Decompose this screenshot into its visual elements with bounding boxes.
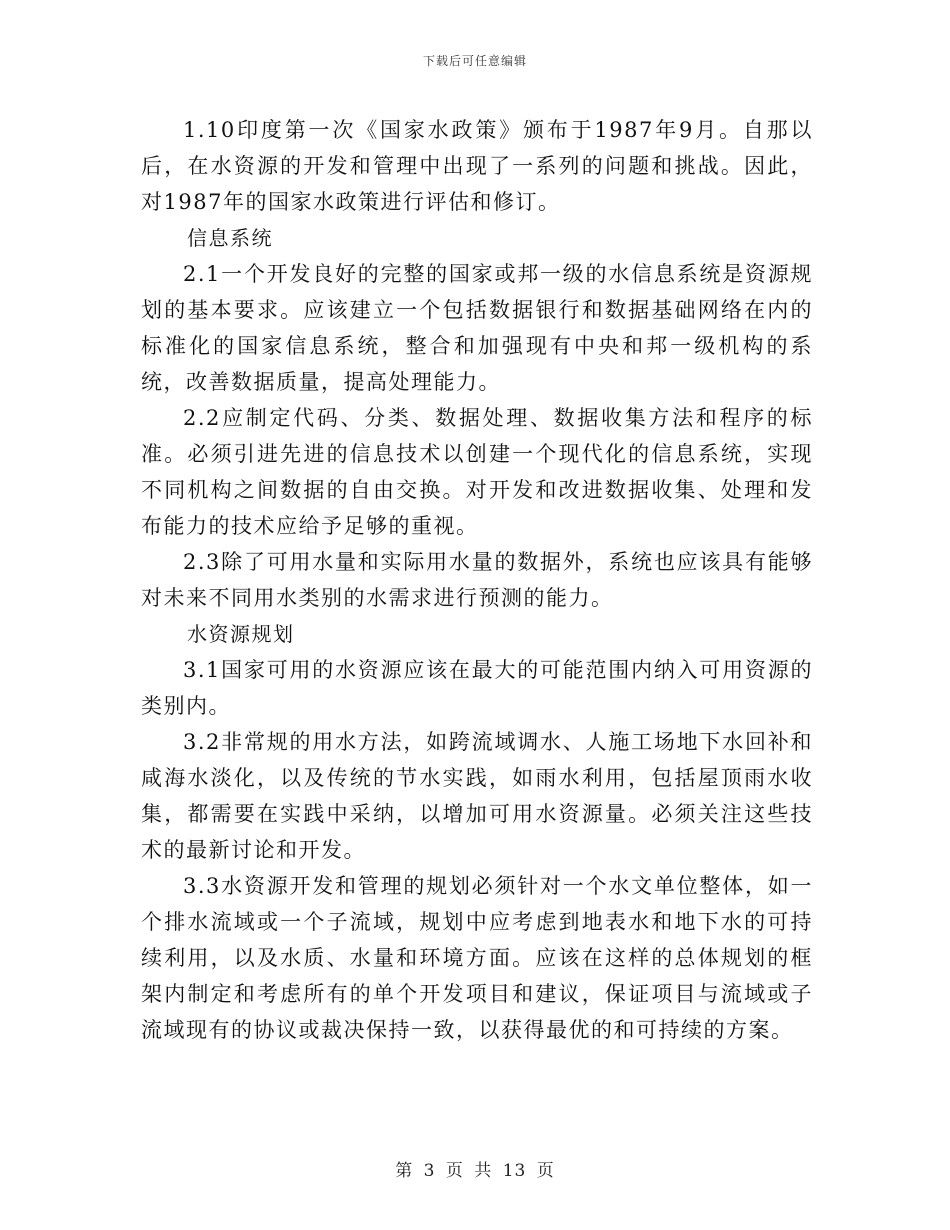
section-heading-information-system: 信息系统 bbox=[187, 226, 273, 250]
paragraph-3-3: 3.3水资源开发和管理的规划必须针对一个水文单位整体，如一个排水流域或一个子流域，规划中应考虑到地表水和地下水的可持续利用，以及水质、水量和环境方面。应该在这样的总体规划的框架内制定和考虑所有的单个开发项目和建议，保证项目与流域或子流域现有的协议或裁决保持一致，以获得最优的和可持续的方案。 bbox=[141, 874, 813, 1042]
section-heading-water-planning: 水资源规划 bbox=[187, 622, 295, 646]
paragraph-2-1: 2.1一个开发良好的完整的国家或邦一级的水信息系统是资源规划的基本要求。应该建立一个包括数据银行和数据基础网络在内的标准化的国家信息系统，整合和加强现有中央和邦一级机构的系统，改善数据质量，提高处理能力。 bbox=[141, 262, 813, 394]
paragraph-2-2: 2.2应制定代码、分类、数据处理、数据收集方法和程序的标准。必须引进先进的信息技术以创建一个现代化的信息系统，实现不同机构之间数据的自由交换。对开发和改进数据收集、处理和发布能力的技术应给予足够的重视。 bbox=[141, 406, 813, 538]
page-header: 下载后可任意编辑 bbox=[422, 54, 527, 68]
paragraph-1-10: 1.10印度第一次《国家水政策》颁布于1987年9月。自那以后，在水资源的开发和管理中出现了一系列的问题和挑战。因此，对1987年的国家水政策进行评估和修订。 bbox=[141, 118, 813, 214]
page-number-footer: 第 3 页 共 13 页 bbox=[395, 1161, 555, 1181]
paragraph-2-3: 2.3除了可用水量和实际用水量的数据外，系统也应该具有能够对未来不同用水类别的水需求进行预测的能力。 bbox=[141, 550, 813, 610]
paragraph-3-2: 3.2非常规的用水方法，如跨流域调水、人施工场地下水回补和咸海水淡化，以及传统的节水实践，如雨水利用，包括屋顶雨水收集，都需要在实践中采纳，以增加可用水资源量。必须关注这些技术的最新讨论和开发。 bbox=[141, 730, 813, 862]
document-body bbox=[141, 112, 813, 1048]
paragraph-3-1: 3.1国家可用的水资源应该在最大的可能范围内纳入可用资源的类别内。 bbox=[141, 658, 813, 718]
